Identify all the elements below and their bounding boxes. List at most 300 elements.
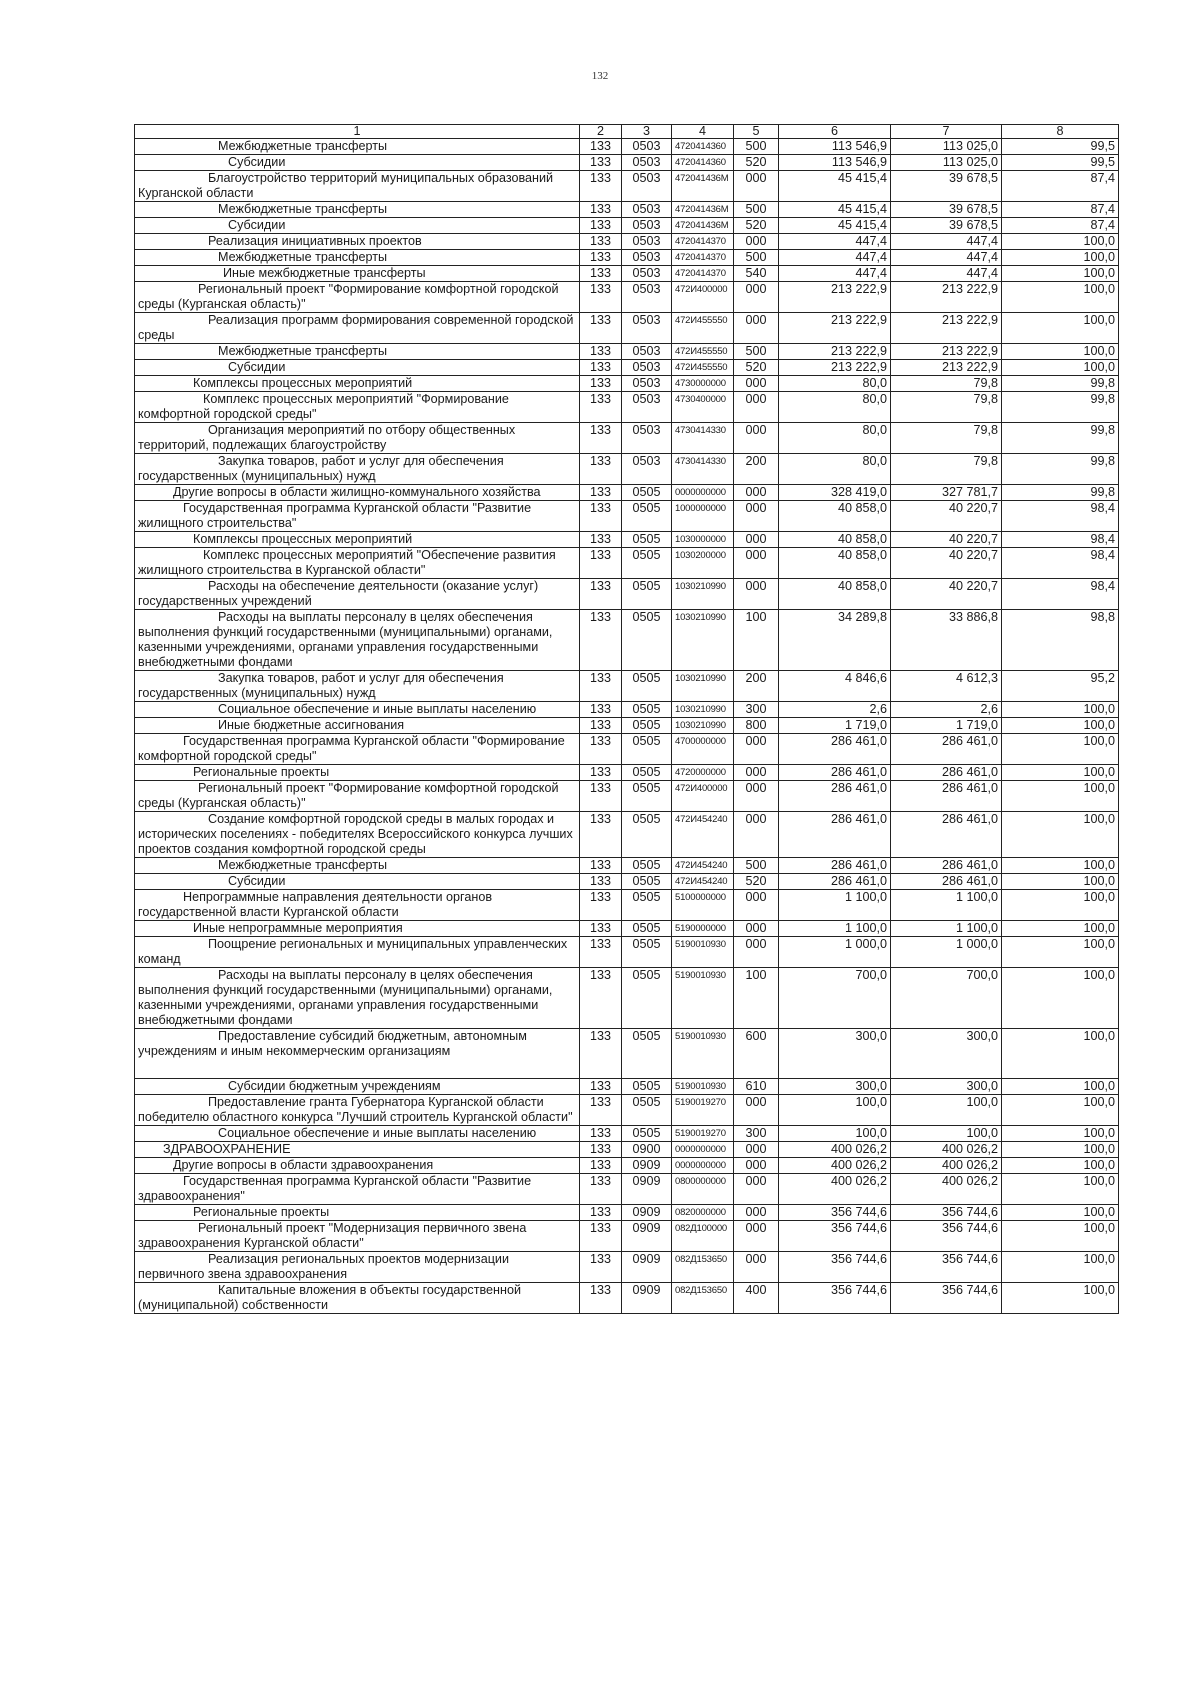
target-article-code: 0000000000 [672,485,734,501]
item-name-text: Региональный проект "Формирование комфортной городской среды (Курганская область)" [138,781,559,810]
item-name-text: Межбюджетные трансферты [218,344,388,358]
section-code: 0505 [622,1126,672,1142]
item-name [135,532,580,548]
item-name [135,718,580,734]
table-row [135,1079,1119,1095]
admin-code: 133 [580,858,622,874]
item-name-text: Межбюджетные трансферты [218,202,388,216]
item-name [135,1029,580,1079]
admin-code: 133 [580,423,622,454]
item-name [135,1095,580,1126]
executed-amount: 286 461,0 [891,765,1002,781]
target-article-code: 082Д100000 [672,1221,734,1252]
execution-percent: 100,0 [1002,858,1119,874]
budget-table [134,124,1119,1314]
item-name [135,1283,580,1314]
executed-amount: 213 222,9 [891,344,1002,360]
expense-type-code: 540 [734,266,779,282]
executed-amount: 40 220,7 [891,548,1002,579]
expense-type-code: 000 [734,765,779,781]
expense-type-code: 520 [734,360,779,376]
table-row [135,454,1119,485]
expense-type-code: 000 [734,376,779,392]
planned-amount: 40 858,0 [779,501,891,532]
admin-code: 133 [580,890,622,921]
item-name [135,921,580,937]
item-name-text: Закупка товаров, работ и услуг для обеспечения государственных (муниципальных) нужд [138,671,504,700]
item-name-text: Благоустройство территорий муниципальных образований Курганской области [138,171,554,200]
planned-amount: 447,4 [779,234,891,250]
executed-amount: 356 744,6 [891,1252,1002,1283]
table-row [135,139,1119,155]
item-name [135,1252,580,1283]
planned-amount: 286 461,0 [779,858,891,874]
planned-amount: 113 546,9 [779,139,891,155]
item-name [135,423,580,454]
executed-amount: 40 220,7 [891,501,1002,532]
section-code: 0909 [622,1252,672,1283]
admin-code: 133 [580,1252,622,1283]
table-row [135,1174,1119,1205]
item-name [135,812,580,858]
item-name-text: Региональные проекты [193,1205,330,1219]
target-article-code: 5190010930 [672,937,734,968]
execution-percent: 100,0 [1002,781,1119,812]
admin-code: 133 [580,968,622,1029]
admin-code: 133 [580,1142,622,1158]
execution-percent: 100,0 [1002,313,1119,344]
expense-type-code: 000 [734,890,779,921]
table-row [135,376,1119,392]
planned-amount: 328 419,0 [779,485,891,501]
expense-type-code: 000 [734,532,779,548]
execution-percent: 100,0 [1002,234,1119,250]
expense-type-code: 100 [734,968,779,1029]
item-name-text: Субсидии [228,155,286,169]
item-name-text: Региональный проект "Модернизация первичного звена здравоохранения Курганской области" [138,1221,527,1250]
section-code: 0505 [622,890,672,921]
section-code: 0505 [622,671,672,702]
execution-percent: 100,0 [1002,702,1119,718]
column-header: 7 [891,125,1002,139]
executed-amount: 286 461,0 [891,858,1002,874]
executed-amount: 356 744,6 [891,1221,1002,1252]
item-name-text: Региональный проект "Формирование комфортной городской среды (Курганская область)" [138,282,559,311]
table-row [135,1205,1119,1221]
item-name-text: Непрограммные направления деятельности органов государственной власти Курганской области [138,890,493,919]
expense-type-code: 000 [734,313,779,344]
section-code: 0505 [622,548,672,579]
executed-amount: 213 222,9 [891,282,1002,313]
planned-amount: 45 415,4 [779,202,891,218]
table-row [135,392,1119,423]
executed-amount: 447,4 [891,234,1002,250]
column-header: 8 [1002,125,1119,139]
execution-percent: 100,0 [1002,874,1119,890]
admin-code: 133 [580,1126,622,1142]
executed-amount: 1 000,0 [891,937,1002,968]
item-name [135,282,580,313]
table-row [135,921,1119,937]
executed-amount: 4 612,3 [891,671,1002,702]
item-name [135,1079,580,1095]
target-article-code: 4720414360 [672,139,734,155]
item-name-text: Комплекс процессных мероприятий "Формирование комфортной городской среды" [138,392,509,421]
target-article-code: 4730000000 [672,376,734,392]
table-row [135,1158,1119,1174]
admin-code: 133 [580,344,622,360]
table-row [135,718,1119,734]
item-name [135,858,580,874]
executed-amount: 213 222,9 [891,360,1002,376]
planned-amount: 286 461,0 [779,874,891,890]
table-row [135,1142,1119,1158]
section-code: 0909 [622,1283,672,1314]
table-row [135,548,1119,579]
item-name-text: Иные непрограммные мероприятия [193,921,403,935]
item-name [135,548,580,579]
execution-percent: 99,8 [1002,454,1119,485]
planned-amount: 213 222,9 [779,360,891,376]
expense-type-code: 000 [734,1205,779,1221]
execution-percent: 98,4 [1002,501,1119,532]
page-number: 132 [591,70,609,82]
execution-percent: 100,0 [1002,1205,1119,1221]
executed-amount: 300,0 [891,1029,1002,1079]
target-article-code: 472И454240 [672,874,734,890]
section-code: 0503 [622,392,672,423]
item-name-text: Организация мероприятий по отбору общественных территорий, подлежащих благоустройству [138,423,516,452]
section-code: 0503 [622,202,672,218]
item-name [135,781,580,812]
expense-type-code: 000 [734,282,779,313]
executed-amount: 79,8 [891,376,1002,392]
executed-amount: 300,0 [891,1079,1002,1095]
planned-amount: 286 461,0 [779,734,891,765]
execution-percent: 100,0 [1002,360,1119,376]
column-header: 6 [779,125,891,139]
planned-amount: 34 289,8 [779,610,891,671]
executed-amount: 356 744,6 [891,1283,1002,1314]
admin-code: 133 [580,874,622,890]
admin-code: 133 [580,1221,622,1252]
target-article-code: 4720414360 [672,155,734,171]
column-header: 1 [135,125,580,139]
expense-type-code: 000 [734,392,779,423]
planned-amount: 1 719,0 [779,718,891,734]
expense-type-code: 000 [734,501,779,532]
section-code: 0909 [622,1221,672,1252]
expense-type-code: 520 [734,155,779,171]
target-article-code: 082Д153650 [672,1283,734,1314]
execution-percent: 100,0 [1002,1283,1119,1314]
execution-percent: 100,0 [1002,890,1119,921]
execution-percent: 100,0 [1002,968,1119,1029]
admin-code: 133 [580,155,622,171]
table-row [135,579,1119,610]
execution-percent: 100,0 [1002,937,1119,968]
expense-type-code: 500 [734,202,779,218]
target-article-code: 4720000000 [672,765,734,781]
table-row [135,874,1119,890]
target-article-code: 1030210990 [672,702,734,718]
planned-amount: 1 100,0 [779,890,891,921]
target-article-code: 4720414370 [672,234,734,250]
table-row [135,1252,1119,1283]
admin-code: 133 [580,702,622,718]
planned-amount: 400 026,2 [779,1142,891,1158]
item-name [135,1158,580,1174]
item-name-text: Реализация региональных проектов модернизации первичного звена здравоохранения [138,1252,509,1281]
target-article-code: 472И400000 [672,781,734,812]
target-article-code: 472041436М [672,202,734,218]
table-row [135,734,1119,765]
execution-percent: 100,0 [1002,250,1119,266]
section-code: 0505 [622,937,672,968]
executed-amount: 1 100,0 [891,921,1002,937]
execution-percent: 100,0 [1002,1029,1119,1079]
admin-code: 133 [580,202,622,218]
table-row [135,702,1119,718]
table-row [135,485,1119,501]
expense-type-code: 520 [734,874,779,890]
item-name-text: Реализация инициативных проектов [208,234,422,248]
executed-amount: 400 026,2 [891,1142,1002,1158]
expense-type-code: 000 [734,1221,779,1252]
admin-code: 133 [580,610,622,671]
execution-percent: 100,0 [1002,282,1119,313]
expense-type-code: 500 [734,858,779,874]
item-name [135,1174,580,1205]
section-code: 0505 [622,812,672,858]
executed-amount: 39 678,5 [891,218,1002,234]
item-name-text: Субсидии [228,360,286,374]
admin-code: 133 [580,734,622,765]
item-name [135,392,580,423]
section-code: 0505 [622,532,672,548]
expense-type-code: 000 [734,1095,779,1126]
execution-percent: 100,0 [1002,1174,1119,1205]
execution-percent: 100,0 [1002,765,1119,781]
table-row [135,344,1119,360]
planned-amount: 447,4 [779,266,891,282]
expense-type-code: 500 [734,250,779,266]
target-article-code: 5190010930 [672,968,734,1029]
item-name-text: Предоставление субсидий бюджетным, автономным учреждениям и иным некоммерческим организациям [138,1029,527,1058]
table-row [135,890,1119,921]
target-article-code: 4730414330 [672,423,734,454]
target-article-code: 4720414370 [672,250,734,266]
table-row [135,532,1119,548]
table-row [135,250,1119,266]
planned-amount: 80,0 [779,376,891,392]
item-name [135,702,580,718]
section-code: 0503 [622,360,672,376]
target-article-code: 472И454240 [672,858,734,874]
target-article-code: 472И455550 [672,344,734,360]
expense-type-code: 000 [734,1158,779,1174]
target-article-code: 5190010930 [672,1079,734,1095]
executed-amount: 79,8 [891,392,1002,423]
executed-amount: 447,4 [891,266,1002,282]
section-code: 0505 [622,968,672,1029]
section-code: 0505 [622,1029,672,1079]
item-name-text: Иные бюджетные ассигнования [218,718,405,732]
item-name-text: ЗДРАВООХРАНЕНИЕ [163,1142,291,1156]
planned-amount: 356 744,6 [779,1205,891,1221]
execution-percent: 98,8 [1002,610,1119,671]
table-row [135,1126,1119,1142]
admin-code: 133 [580,781,622,812]
admin-code: 133 [580,313,622,344]
admin-code: 133 [580,454,622,485]
expense-type-code: 000 [734,1142,779,1158]
item-name [135,234,580,250]
admin-code: 133 [580,376,622,392]
table-row [135,171,1119,202]
section-code: 0503 [622,344,672,360]
section-code: 0505 [622,718,672,734]
section-code: 0503 [622,454,672,485]
expense-type-code: 000 [734,234,779,250]
executed-amount: 40 220,7 [891,532,1002,548]
planned-amount: 40 858,0 [779,532,891,548]
item-name [135,734,580,765]
admin-code: 133 [580,1283,622,1314]
target-article-code: 5190019270 [672,1095,734,1126]
execution-percent: 87,4 [1002,218,1119,234]
execution-percent: 100,0 [1002,1095,1119,1126]
target-article-code: 082Д153650 [672,1252,734,1283]
section-code: 0505 [622,1079,672,1095]
expense-type-code: 600 [734,1029,779,1079]
admin-code: 133 [580,765,622,781]
expense-type-code: 000 [734,734,779,765]
target-article-code: 5190019270 [672,1126,734,1142]
item-name-text: Иные межбюджетные трансферты [223,266,426,280]
section-code: 0505 [622,781,672,812]
item-name-text: Расходы на выплаты персоналу в целях обеспечения выполнения функций государственными (муниципальными) органами, казенными учреждениями, органами управления государственными внебюджетными фондами [138,968,553,1027]
target-article-code: 0820000000 [672,1205,734,1221]
table-row [135,360,1119,376]
section-code: 0909 [622,1174,672,1205]
executed-amount: 700,0 [891,968,1002,1029]
admin-code: 133 [580,579,622,610]
target-article-code: 472041436М [672,218,734,234]
item-name-text: Комплексы процессных мероприятий [193,532,413,546]
planned-amount: 113 546,9 [779,155,891,171]
table-row [135,937,1119,968]
table-row [135,155,1119,171]
table-row [135,1221,1119,1252]
admin-code: 133 [580,360,622,376]
execution-percent: 100,0 [1002,734,1119,765]
item-name [135,266,580,282]
item-name [135,250,580,266]
item-name-text: Капитальные вложения в объекты государственной (муниципальной) собственности [138,1283,521,1312]
execution-percent: 100,0 [1002,344,1119,360]
expense-type-code: 000 [734,171,779,202]
section-code: 0505 [622,501,672,532]
admin-code: 133 [580,485,622,501]
planned-amount: 213 222,9 [779,313,891,344]
execution-percent: 100,0 [1002,1079,1119,1095]
expense-type-code: 000 [734,781,779,812]
admin-code: 133 [580,218,622,234]
planned-amount: 213 222,9 [779,282,891,313]
section-code: 0505 [622,858,672,874]
table-row [135,202,1119,218]
item-name-text: Субсидии бюджетным учреждениям [228,1079,441,1093]
item-name-text: Государственная программа Курганской области "Формирование комфортной городской среды" [138,734,565,763]
target-article-code: 0800000000 [672,1174,734,1205]
item-name [135,171,580,202]
expense-type-code: 500 [734,139,779,155]
expense-type-code: 000 [734,423,779,454]
execution-percent: 100,0 [1002,921,1119,937]
item-name-text: Государственная программа Курганской области "Развитие жилищного строительства" [138,501,532,530]
admin-code: 133 [580,921,622,937]
planned-amount: 447,4 [779,250,891,266]
expense-type-code: 200 [734,454,779,485]
executed-amount: 100,0 [891,1126,1002,1142]
admin-code: 133 [580,1174,622,1205]
section-code: 0505 [622,610,672,671]
item-name [135,454,580,485]
section-code: 0505 [622,921,672,937]
section-code: 0505 [622,765,672,781]
planned-amount: 356 744,6 [779,1283,891,1314]
planned-amount: 300,0 [779,1029,891,1079]
header-row [135,125,1119,139]
executed-amount: 286 461,0 [891,781,1002,812]
admin-code: 133 [580,1029,622,1079]
section-code: 0505 [622,734,672,765]
execution-percent: 100,0 [1002,1158,1119,1174]
admin-code: 133 [580,1079,622,1095]
item-name-text: Комплексы процессных мероприятий [193,376,413,390]
executed-amount: 2,6 [891,702,1002,718]
executed-amount: 286 461,0 [891,874,1002,890]
planned-amount: 286 461,0 [779,812,891,858]
table-row [135,234,1119,250]
table-row [135,858,1119,874]
table-row [135,266,1119,282]
planned-amount: 80,0 [779,423,891,454]
execution-percent: 100,0 [1002,1221,1119,1252]
executed-amount: 356 744,6 [891,1205,1002,1221]
item-name-text: Субсидии [228,874,286,888]
section-code: 0503 [622,266,672,282]
admin-code: 133 [580,282,622,313]
expense-type-code: 400 [734,1283,779,1314]
planned-amount: 400 026,2 [779,1158,891,1174]
table-row [135,671,1119,702]
item-name-text: Комплекс процессных мероприятий "Обеспечение развития жилищного строительства в Курганской области" [138,548,556,577]
admin-code: 133 [580,250,622,266]
target-article-code: 0000000000 [672,1158,734,1174]
section-code: 0505 [622,874,672,890]
item-name [135,579,580,610]
item-name [135,202,580,218]
item-name [135,874,580,890]
item-name [135,1221,580,1252]
expense-type-code: 500 [734,344,779,360]
section-code: 0909 [622,1158,672,1174]
planned-amount: 700,0 [779,968,891,1029]
section-code: 0503 [622,423,672,454]
expense-type-code: 000 [734,1252,779,1283]
